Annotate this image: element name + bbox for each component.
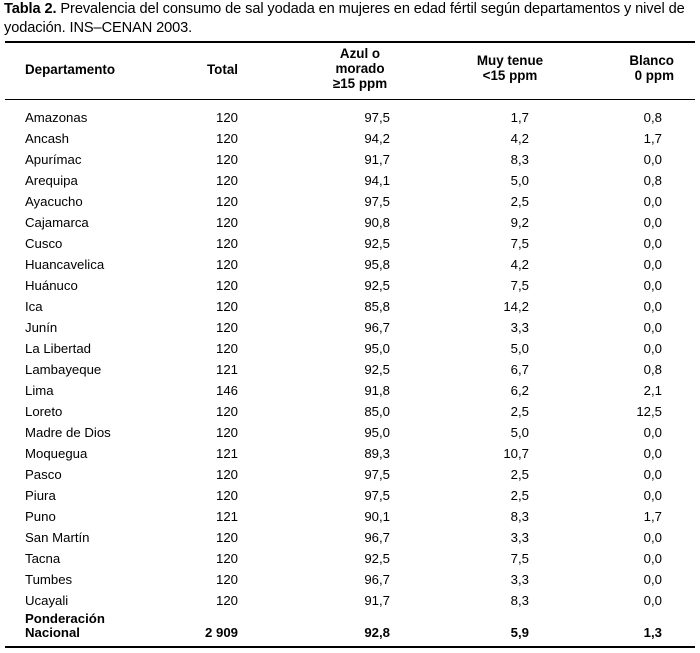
total-row	[0, 611, 700, 643]
total-azul: 92,8	[364, 625, 390, 640]
table-row	[0, 401, 700, 422]
cell-total: 120	[215, 551, 238, 566]
cell-departamento: Ayacucho	[25, 194, 83, 209]
cell-total: 120	[215, 425, 238, 440]
cell-blanco: 0,0	[643, 425, 662, 440]
cell-departamento: Huánuco	[25, 278, 78, 293]
cell-blanco: 2,1	[643, 383, 662, 398]
cell-departamento: Arequipa	[25, 173, 78, 188]
cell-muy-tenue: 5,0	[510, 341, 529, 356]
cell-blanco: 0,0	[643, 593, 662, 608]
cell-azul: 97,5	[364, 488, 390, 503]
cell-azul: 91,7	[364, 152, 390, 167]
cell-blanco: 0,0	[643, 530, 662, 545]
cell-total: 120	[215, 236, 238, 251]
cell-departamento: Pasco	[25, 467, 62, 482]
cell-departamento: Amazonas	[25, 110, 88, 125]
cell-azul: 96,7	[364, 572, 390, 587]
cell-blanco: 0,0	[643, 215, 662, 230]
cell-azul: 90,1	[364, 509, 390, 524]
table-row	[0, 338, 700, 359]
cell-azul: 85,0	[364, 404, 390, 419]
cell-blanco: 0,0	[643, 467, 662, 482]
cell-azul: 90,8	[364, 215, 390, 230]
cell-total: 120	[215, 572, 238, 587]
cell-blanco: 12,5	[636, 404, 662, 419]
cell-muy-tenue: 2,5	[510, 488, 529, 503]
cell-muy-tenue: 2,5	[510, 467, 529, 482]
table-row	[0, 107, 700, 128]
cell-azul: 97,5	[364, 194, 390, 209]
cell-azul: 92,5	[364, 551, 390, 566]
table-row	[0, 128, 700, 149]
cell-azul: 97,5	[364, 110, 390, 125]
cell-blanco: 0,0	[643, 320, 662, 335]
table-row	[0, 149, 700, 170]
cell-muy-tenue: 4,2	[510, 131, 529, 146]
cell-azul: 85,8	[364, 299, 390, 314]
cell-departamento: Puno	[25, 509, 56, 524]
cell-total: 120	[215, 152, 238, 167]
cell-blanco: 0,0	[643, 194, 662, 209]
cell-azul: 95,8	[364, 257, 390, 272]
table-row	[0, 296, 700, 317]
cell-total: 121	[215, 446, 238, 461]
cell-blanco: 0,8	[643, 110, 662, 125]
cell-total: 120	[215, 404, 238, 419]
cell-departamento: Lima	[25, 383, 54, 398]
cell-azul: 89,3	[364, 446, 390, 461]
cell-blanco: 0,0	[643, 572, 662, 587]
cell-muy-tenue: 5,0	[510, 173, 529, 188]
table-row	[0, 590, 700, 611]
table-row	[0, 422, 700, 443]
cell-azul: 95,0	[364, 425, 390, 440]
cell-total: 120	[215, 467, 238, 482]
table-row	[0, 464, 700, 485]
cell-blanco: 1,7	[643, 509, 662, 524]
cell-azul: 94,2	[364, 131, 390, 146]
cell-azul: 96,7	[364, 530, 390, 545]
cell-total: 120	[215, 110, 238, 125]
cell-muy-tenue: 6,2	[510, 383, 529, 398]
table-row	[0, 569, 700, 590]
cell-total: 121	[215, 509, 238, 524]
cell-departamento: Cajamarca	[25, 215, 89, 230]
cell-muy-tenue: 7,5	[510, 551, 529, 566]
cell-departamento: Apurímac	[25, 152, 82, 167]
cell-departamento: Ica	[25, 299, 43, 314]
header-blanco: Blanco 0 ppm	[629, 53, 674, 83]
cell-azul: 91,8	[364, 383, 390, 398]
cell-total: 120	[215, 131, 238, 146]
cell-muy-tenue: 6,7	[510, 362, 529, 377]
cell-departamento: La Libertad	[25, 341, 91, 356]
total-blanco: 1,3	[643, 625, 662, 640]
total-total: 2 909	[204, 625, 238, 640]
cell-azul: 92,5	[364, 278, 390, 293]
cell-departamento: Lambayeque	[25, 362, 102, 377]
table-row	[0, 485, 700, 506]
table-row	[0, 359, 700, 380]
cell-blanco: 0,0	[643, 236, 662, 251]
table-row	[0, 380, 700, 401]
cell-blanco: 0,0	[643, 341, 662, 356]
cell-muy-tenue: 14,2	[503, 299, 529, 314]
header-total: Total	[207, 62, 238, 77]
cell-departamento: Cusco	[25, 236, 63, 251]
cell-departamento: Junín	[25, 320, 58, 335]
table-row	[0, 191, 700, 212]
cell-total: 120	[215, 173, 238, 188]
cell-total: 120	[215, 194, 238, 209]
cell-departamento: San Martín	[25, 530, 90, 545]
cell-muy-tenue: 9,2	[510, 215, 529, 230]
cell-departamento: Ancash	[25, 131, 69, 146]
cell-muy-tenue: 4,2	[510, 257, 529, 272]
cell-muy-tenue: 7,5	[510, 236, 529, 251]
cell-departamento: Tumbes	[25, 572, 73, 587]
cell-total: 120	[215, 257, 238, 272]
cell-muy-tenue: 1,7	[510, 110, 529, 125]
header-azul-morado: Azul o morado ≥15 ppm	[332, 46, 388, 91]
cell-azul: 97,5	[364, 467, 390, 482]
cell-departamento: Ucayali	[25, 593, 69, 608]
table-row	[0, 170, 700, 191]
cell-blanco: 0,0	[643, 299, 662, 314]
cell-muy-tenue: 8,3	[510, 593, 529, 608]
cell-muy-tenue: 7,5	[510, 278, 529, 293]
cell-blanco: 0,0	[643, 152, 662, 167]
cell-muy-tenue: 10,7	[503, 446, 529, 461]
table-row	[0, 443, 700, 464]
cell-muy-tenue: 5,0	[510, 425, 529, 440]
table-row	[0, 212, 700, 233]
cell-departamento: Piura	[25, 488, 56, 503]
caption-text: Prevalencia del consumo de sal yodada en mujeres en edad fértil según departamentos y nivel de yodación. INS–CENAN 2003.	[4, 1, 685, 36]
cell-total: 120	[215, 278, 238, 293]
cell-total: 120	[215, 299, 238, 314]
caption-label: Tabla 2.	[4, 1, 57, 17]
cell-azul: 94,1	[364, 173, 390, 188]
cell-blanco: 0,0	[643, 488, 662, 503]
cell-azul: 91,7	[364, 593, 390, 608]
table-row	[0, 548, 700, 569]
cell-total: 120	[215, 488, 238, 503]
cell-azul: 95,0	[364, 341, 390, 356]
total-label: Ponderación Nacional	[25, 611, 105, 640]
header-departamento: Departamento	[25, 62, 116, 77]
cell-blanco: 0,0	[643, 257, 662, 272]
cell-total: 120	[215, 341, 238, 356]
header-muy-tenue: Muy tenue <15 ppm	[476, 53, 544, 83]
cell-blanco: 0,0	[643, 278, 662, 293]
cell-total: 120	[215, 320, 238, 335]
cell-blanco: 0,0	[643, 446, 662, 461]
cell-blanco: 1,7	[643, 131, 662, 146]
cell-azul: 92,5	[364, 362, 390, 377]
bottom-rule	[5, 646, 695, 648]
table-row	[0, 317, 700, 338]
cell-muy-tenue: 2,5	[510, 404, 529, 419]
table-row	[0, 233, 700, 254]
table-body	[0, 107, 700, 611]
cell-departamento: Loreto	[25, 404, 63, 419]
header-rule	[5, 99, 695, 100]
cell-total: 120	[215, 530, 238, 545]
cell-muy-tenue: 3,3	[510, 320, 529, 335]
cell-blanco: 0,0	[643, 551, 662, 566]
cell-azul: 92,5	[364, 236, 390, 251]
total-muy-tenue: 5,9	[510, 625, 529, 640]
cell-departamento: Tacna	[25, 551, 61, 566]
cell-total: 146	[215, 383, 238, 398]
cell-total: 120	[215, 593, 238, 608]
cell-departamento: Huancavelica	[25, 257, 105, 272]
cell-muy-tenue: 3,3	[510, 572, 529, 587]
cell-blanco: 0,8	[643, 362, 662, 377]
table-row	[0, 275, 700, 296]
table-row	[0, 506, 700, 527]
cell-muy-tenue: 8,3	[510, 152, 529, 167]
cell-muy-tenue: 8,3	[510, 509, 529, 524]
cell-muy-tenue: 3,3	[510, 530, 529, 545]
cell-total: 120	[215, 215, 238, 230]
cell-departamento: Madre de Dios	[25, 425, 111, 440]
cell-total: 121	[215, 362, 238, 377]
cell-azul: 96,7	[364, 320, 390, 335]
cell-departamento: Moquegua	[25, 446, 88, 461]
table-row	[0, 254, 700, 275]
cell-blanco: 0,8	[643, 173, 662, 188]
table-row	[0, 527, 700, 548]
table-caption	[4, 0, 696, 38]
top-rule	[5, 41, 695, 43]
cell-muy-tenue: 2,5	[510, 194, 529, 209]
